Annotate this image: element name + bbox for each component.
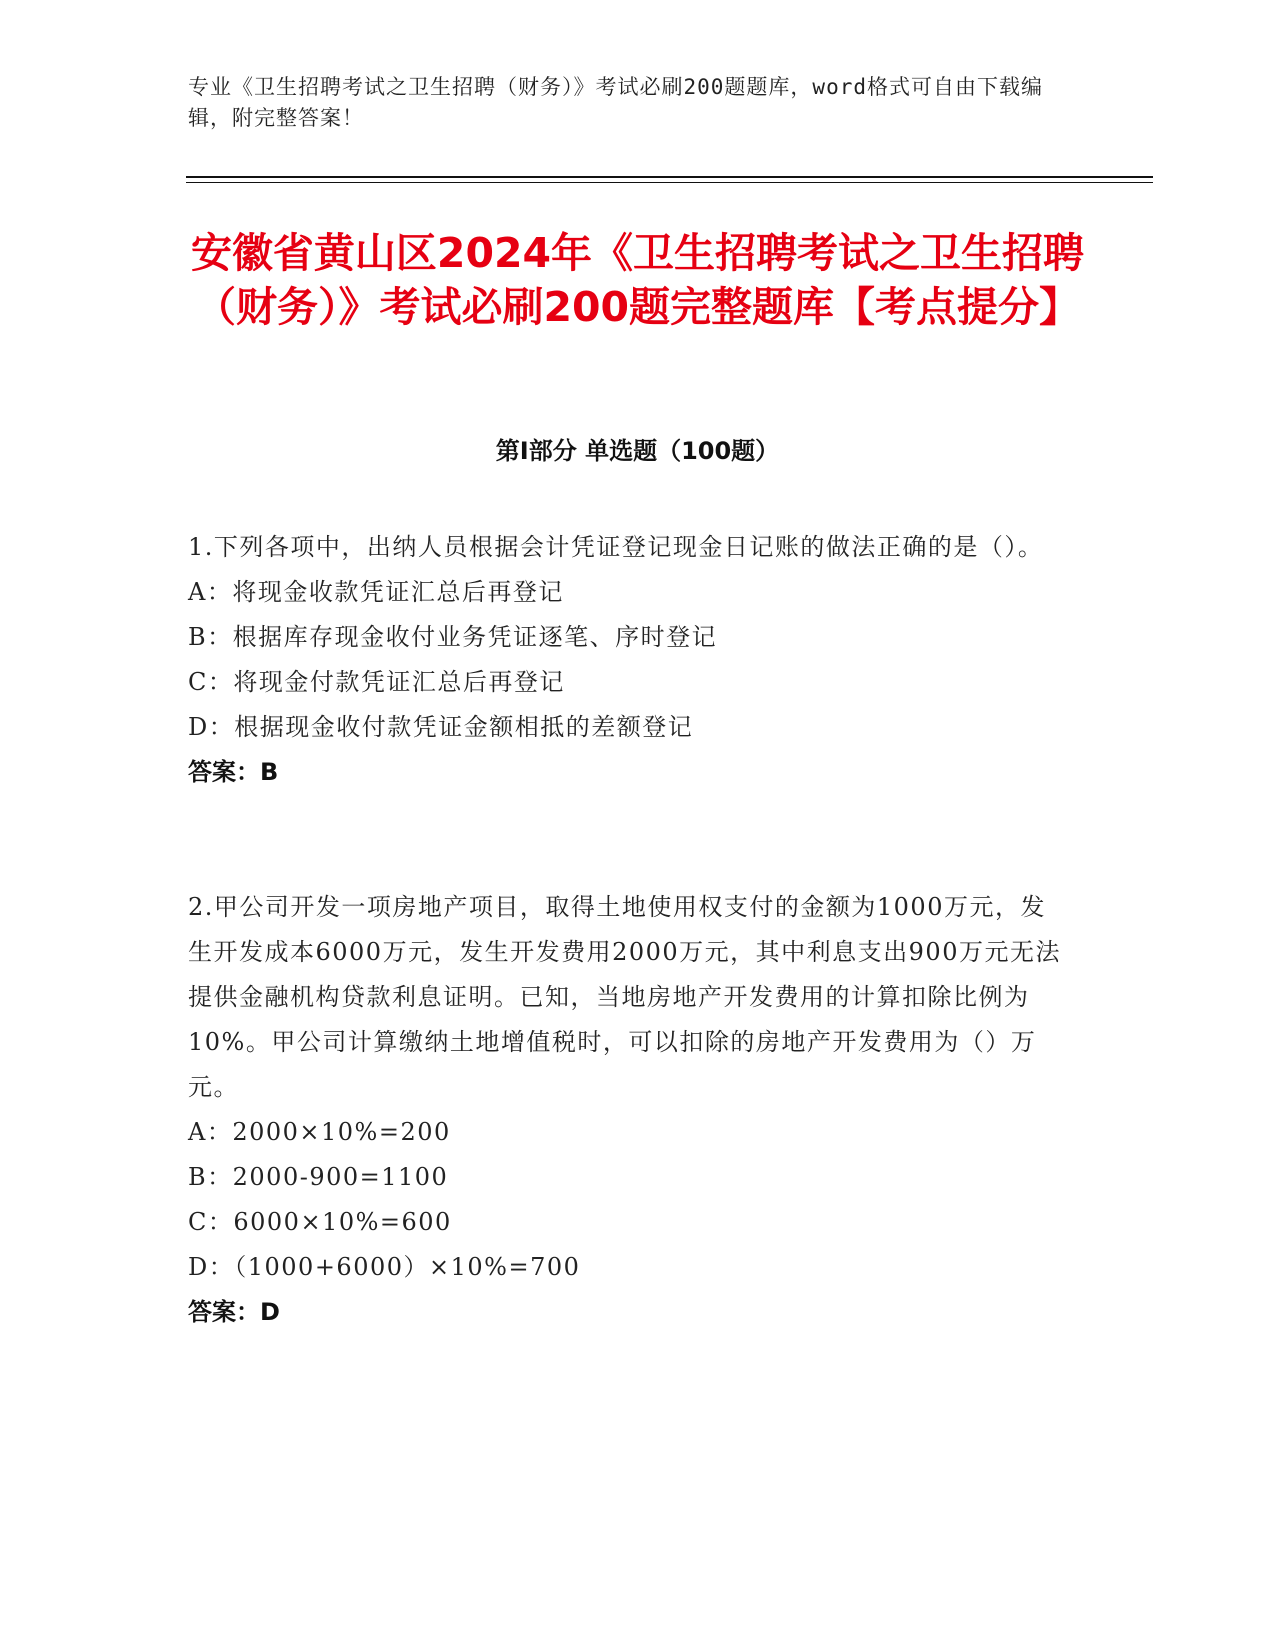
section-title: 第Ⅰ部分 单选题（100题） [495, 437, 780, 465]
option-d: D：（1000+6000）×10%=700 [188, 1253, 581, 1281]
question-2 [188, 885, 1068, 1335]
option-b: B：根据库存现金收付业务凭证逐笔、序时登记 [188, 623, 718, 651]
header-divider-thin [186, 182, 1153, 183]
answer: 答案：D [188, 1298, 280, 1326]
answer: 答案：B [188, 758, 279, 786]
option-c: C：6000×10%=600 [188, 1208, 452, 1236]
header-divider-thick [186, 176, 1153, 178]
option-b: B：2000-900=1100 [188, 1163, 449, 1191]
question-1 [188, 525, 1068, 795]
option-a: A：将现金收款凭证汇总后再登记 [188, 578, 564, 606]
option-c: C：将现金付款凭证汇总后再登记 [188, 668, 565, 696]
option-a: A：2000×10%=200 [188, 1118, 451, 1146]
header-note: 专业《卫生招聘考试之卫生招聘（财务）》考试必刷200题题库，word格式可自由下载编辑，附完整答案！ [188, 75, 1043, 130]
question-stem: 1.下列各项中，出纳人员根据会计凭证登记现金日记账的做法正确的是（）。 [188, 533, 1044, 561]
option-d: D：根据现金收付款凭证金额相抵的差额登记 [188, 713, 694, 741]
document-title: 安徽省黄山区2024年《卫生招聘考试之卫生招聘（财务）》考试必刷200题完整题库【考点提分】 [190, 229, 1085, 331]
question-stem: 2.甲公司开发一项房地产项目，取得土地使用权支付的金额为1000万元，发生开发成本6000万元，发生开发费用2000万元，其中利息支出900万元无法提供金融机构贷款利息证明。已知，当地房地产开发费用的计算扣除比例为10%。甲公司计算缴纳土地增值税时，可以扣除的房地产开发费用为（）万元。 [188, 893, 1061, 1101]
